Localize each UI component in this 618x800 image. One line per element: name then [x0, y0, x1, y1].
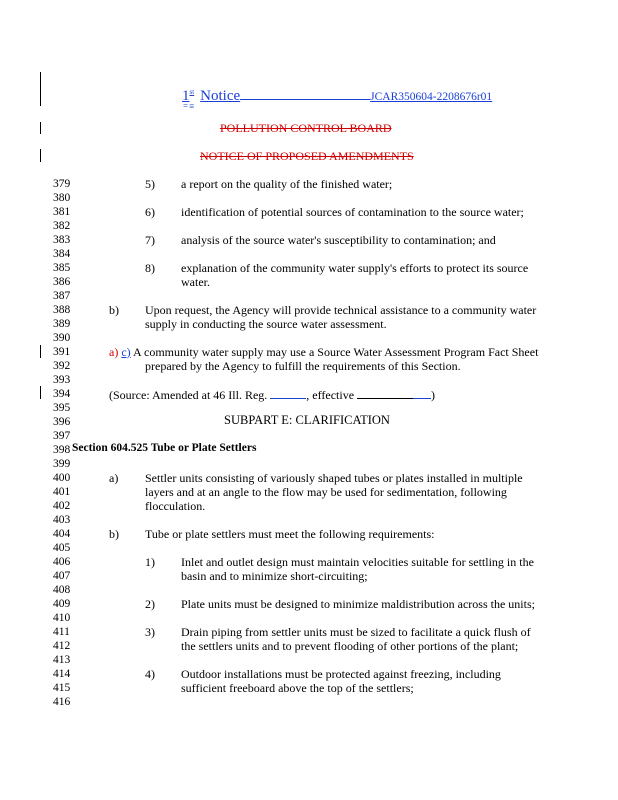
subpart-title: SUBPART E: CLARIFICATION: [224, 413, 390, 427]
subsection-text: A community water supply may use a Source Water Assessment Program Fact Sheet: [133, 345, 539, 359]
item-label: 8): [145, 261, 155, 275]
subsection-text: Settler units consisting of variously shaped tubes or plates installed in multiple: [145, 471, 523, 485]
item-text: Outdoor installations must be protected against freezing, including: [181, 667, 501, 681]
subsection-text: flocculation.: [145, 499, 206, 513]
blank-line: [357, 388, 413, 399]
notice-label: Notice: [200, 88, 241, 104]
line-number: 399: [53, 458, 71, 470]
subsection-text: layers and at an angle to the flow may be used for sedimentation, following: [145, 485, 507, 499]
line-number: 380: [53, 192, 71, 204]
line-number: 391: [53, 346, 71, 358]
item-text: sufficient freeboard above the top of the settlers;: [181, 681, 414, 695]
source-end: ): [431, 388, 436, 402]
line-number: 406: [53, 556, 71, 568]
line-number: 410: [53, 612, 71, 624]
line-number: 407: [53, 570, 71, 582]
item-label: 2): [145, 597, 155, 611]
item-text: analysis of the source water's susceptibility to contamination; and: [181, 233, 496, 247]
line-number: 412: [53, 640, 71, 652]
item-text: a report on the quality of the finished water;: [181, 177, 393, 191]
change-bar: [40, 386, 41, 399]
source-effective: , effective: [306, 388, 355, 402]
line-number: 416: [53, 696, 71, 708]
header-rule: [240, 86, 370, 100]
line-number: 383: [53, 234, 71, 246]
line-number: 385: [53, 262, 71, 274]
subsection-text: Tube or plate settlers must meet the following requirements:: [145, 527, 435, 541]
line-number: 396: [53, 416, 71, 428]
line-number: 398: [53, 444, 71, 456]
item-text: water.: [181, 275, 210, 289]
line-number: 387: [53, 290, 71, 302]
subsection-label: a): [109, 471, 119, 485]
line-number: 389: [53, 318, 71, 330]
change-bar: [40, 149, 41, 162]
line-number: 384: [53, 248, 71, 260]
jcar-code: JCAR350604-2208676r01: [370, 91, 493, 103]
item-label: 5): [145, 177, 155, 191]
line-number: 405: [53, 542, 71, 554]
inserted-label: c): [121, 345, 131, 359]
section-heading: Section 604.525 Tube or Plate Settlers: [72, 442, 257, 454]
item-text: identification of potential sources of contamination to the source water;: [181, 205, 524, 219]
subsection-label: b): [109, 303, 119, 317]
item-label: 7): [145, 233, 155, 247]
page-number-suffix: st: [189, 88, 195, 96]
header-underline-mark: =≡: [183, 101, 196, 111]
blank-line: [270, 388, 306, 399]
deleted-label: a): [109, 345, 119, 359]
line-number: 386: [53, 276, 71, 288]
notice-title: NOTICE OF PROPOSED AMENDMENTS: [200, 149, 414, 163]
line-number: 379: [53, 178, 71, 190]
item-label: 6): [145, 205, 155, 219]
line-number: 392: [53, 360, 71, 372]
page-number: 1: [182, 88, 190, 104]
source-note: [109, 388, 435, 402]
item-label: 4): [145, 667, 155, 681]
line-number: 393: [53, 374, 71, 386]
line-number: 415: [53, 682, 71, 694]
blank-line: [413, 388, 431, 399]
item-text: the settlers units and to prevent flooding of other portions of the plant;: [181, 639, 519, 653]
line-number: 395: [53, 402, 71, 414]
line-number: 404: [53, 528, 71, 540]
subsection-text: Upon request, the Agency will provide technical assistance to a community water: [145, 303, 537, 317]
line-number: 409: [53, 598, 71, 610]
line-number: 390: [53, 332, 71, 344]
change-bar: [40, 122, 41, 134]
line-number: 413: [53, 654, 71, 666]
subsection-text: supply in conducting the source water assessment.: [145, 317, 387, 331]
line-number: 408: [53, 584, 71, 596]
item-text: Plate units must be designed to minimize maldistribution across the units;: [181, 597, 535, 611]
subsection-c: [109, 346, 538, 359]
line-number: 400: [53, 472, 71, 484]
subsection-text: prepared by the Agency to fulfill the requirements of this Section.: [145, 359, 461, 373]
item-label: 1): [145, 555, 155, 569]
line-number: 414: [53, 668, 71, 680]
change-bar: [40, 72, 41, 106]
page-header: [182, 83, 492, 106]
line-number: 411: [53, 626, 70, 638]
line-number: 394: [53, 388, 71, 400]
item-label: 3): [145, 625, 155, 639]
line-number: 388: [53, 304, 71, 316]
change-bar: [40, 345, 41, 358]
line-number: 401: [53, 486, 71, 498]
board-title: POLLUTION CONTROL BOARD: [220, 121, 392, 135]
line-number: 403: [53, 514, 71, 526]
line-number: 402: [53, 500, 71, 512]
item-text: Drain piping from settler units must be sized to facilitate a quick flush of: [181, 625, 531, 639]
item-text: explanation of the community water supply's efforts to protect its source: [181, 261, 529, 275]
item-text: basin and to minimize short-circuiting;: [181, 569, 368, 583]
item-text: Inlet and outlet design must maintain velocities suitable for settling in the: [181, 555, 534, 569]
source-prefix: (Source: Amended at 46 Ill. Reg.: [109, 388, 268, 402]
line-number: 397: [53, 430, 71, 442]
line-number: 381: [53, 206, 71, 218]
subsection-label: b): [109, 527, 119, 541]
line-number: 382: [53, 220, 71, 232]
